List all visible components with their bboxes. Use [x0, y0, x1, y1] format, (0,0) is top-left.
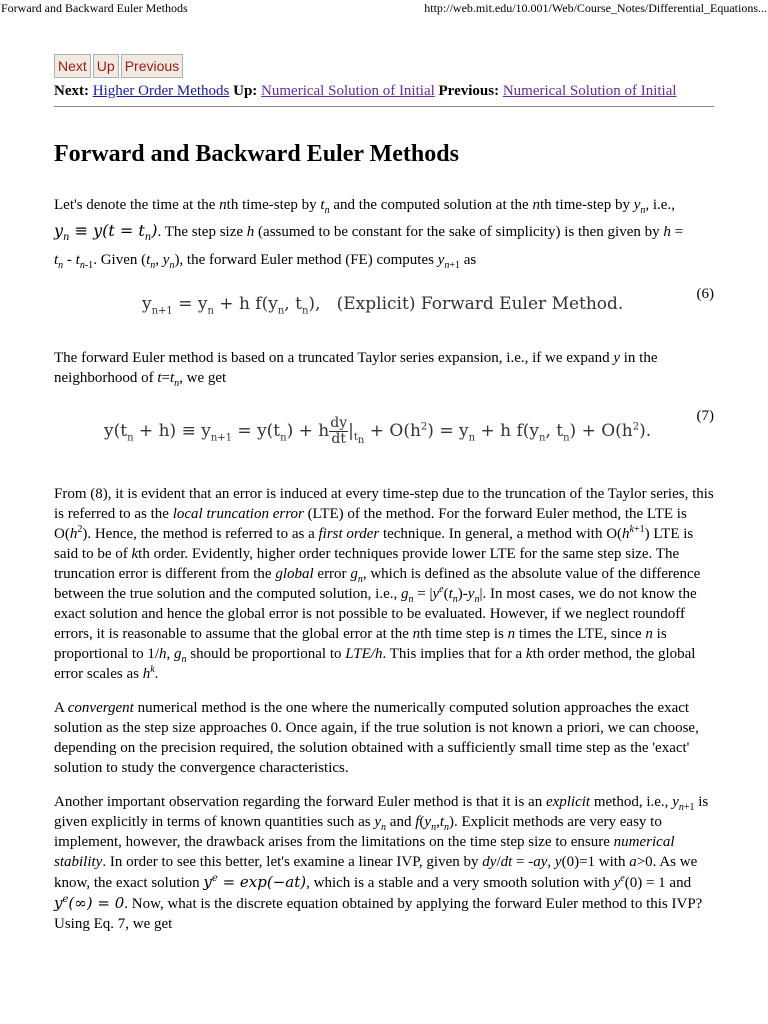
up-link[interactable]: Numerical Solution of Initial [261, 83, 435, 99]
paragraph-5: Another important observation regarding the forward Euler method is that it is an explicit method, i.e., $y_{n+1}$ is given explicitly in terms of known quantities such as $y_n$ and $f(y_n,t_n)$. Explicit methods are very easy to implement, however, the drawback arises from the limitations on the time step size to ensure numerical stability. In order to see this better, let's examine a linear IVP, given by dy/dt = -ay, y(0)=1 with a>0. As we know, the exact solution $y^e = \exp(-at)$, which is a stable and a very smooth solution with $y^e(0) = 1$ and $y^e(\infty) = 0$. Now, what is the discrete equation obtained by applying the forward Euler method to this IVP? Using Eq. 7, we get [54, 794, 709, 932]
equation-7-formula: $y(t_n + h) \equiv y_{n+1} = y(t_n) + h$ $\frac{dy}{dt}$ $|_{t_n} + O(h^2) = y_n + h$ $f(y_n$, $t_n) + O(h^2)$. [104, 415, 652, 447]
paragraph-4: A convergent numerical method is the one where the numerically computed solution approaches the exact solution as the step size approaches 0. Once again, if the true solution is not known a priori, we can choose, depending on the precision required, the solution obtained with a sufficiently small time step as the 'exact' solution to study the convergence characteristics. [54, 700, 699, 776]
equation-7-number: (7) [696, 408, 714, 424]
previous-button[interactable]: Previous [121, 54, 183, 78]
print-header-url: http://web.mit.edu/10.001/Web/Course_Notes/Differential_Equations... [424, 1, 767, 15]
equation-6-number: (6) [696, 286, 714, 302]
nav-button-bar [54, 54, 714, 78]
next-button[interactable]: Next [54, 54, 91, 78]
next-link[interactable]: Higher Order Methods [92, 83, 230, 99]
paragraph-2: The forward Euler method is based on a truncated Taylor series expansion, i.e., if we expand y in the neighborhood of $t=t_n$, we get [54, 350, 658, 389]
equation-7 [54, 402, 714, 462]
up-label: Up: [233, 83, 258, 99]
print-header [0, 0, 768, 18]
previous-label: Previous: [438, 83, 500, 99]
next-label: Next: [54, 83, 89, 99]
paragraph-1-end: $t_n - t_{n-1}$. Given ($t_n$, $y_n$), the forward Euler method (FE) computes $y_{n+1}$ as [54, 252, 477, 271]
paragraph-1-cont: $y_n \equiv y(t = t_n)$. The step size h (assumed to be constant for the sake of simplicity) is then given by h = [54, 221, 684, 244]
equation-6 [54, 284, 714, 334]
previous-link[interactable]: Numerical Solution of Initial [502, 83, 677, 99]
up-button[interactable]: Up [93, 54, 119, 78]
document-content [54, 54, 714, 934]
equation-6-formula: $y_{n+1} = y_n + h$ $f(y_n$, $t_n$), (Explicit) Forward Euler Method. [142, 294, 624, 317]
paragraph-1: Let's denote the time at the nth time-step by $t_n$ and the computed solution at the nth time-step by $y_n$, i.e., [54, 197, 675, 216]
print-header-title: Forward and Backward Euler Methods [1, 1, 188, 15]
paragraph-3: From (8), it is evident that an error is induced at every time-step due to the truncation of the Taylor series, this is referred to as the local truncation error (LTE) of the method. For the forward Euler method, the LTE is $O(h^2)$. Hence, the method is referred to as a first order technique. In general, a method with $O(h^{k+1})$ LTE is said to be of kth order. Evidently, higher order techniques provide lower LTE for the same step size. The truncation error is different from the global error $g_n$, which is defined as the absolute value of the difference between the true solution and the computed solution, i.e., $g_n = |y^e(t_n)-y_n|$. In most cases, we do not know the exact solution and hence the global error is not possible to be evaluated. However, if we neglect roundoff errors, it is reasonable to assume that the global error at the nth time step is n times the LTE, since n is proportional to 1/h, $g_n$ should be proportional to LTE/h. This implies that for a kth order method, the global error scales as $h^k$. [54, 486, 714, 682]
nav-links [54, 83, 714, 100]
nav-divider [54, 106, 714, 107]
page-title: Forward and Backward Euler Methods [54, 141, 459, 167]
